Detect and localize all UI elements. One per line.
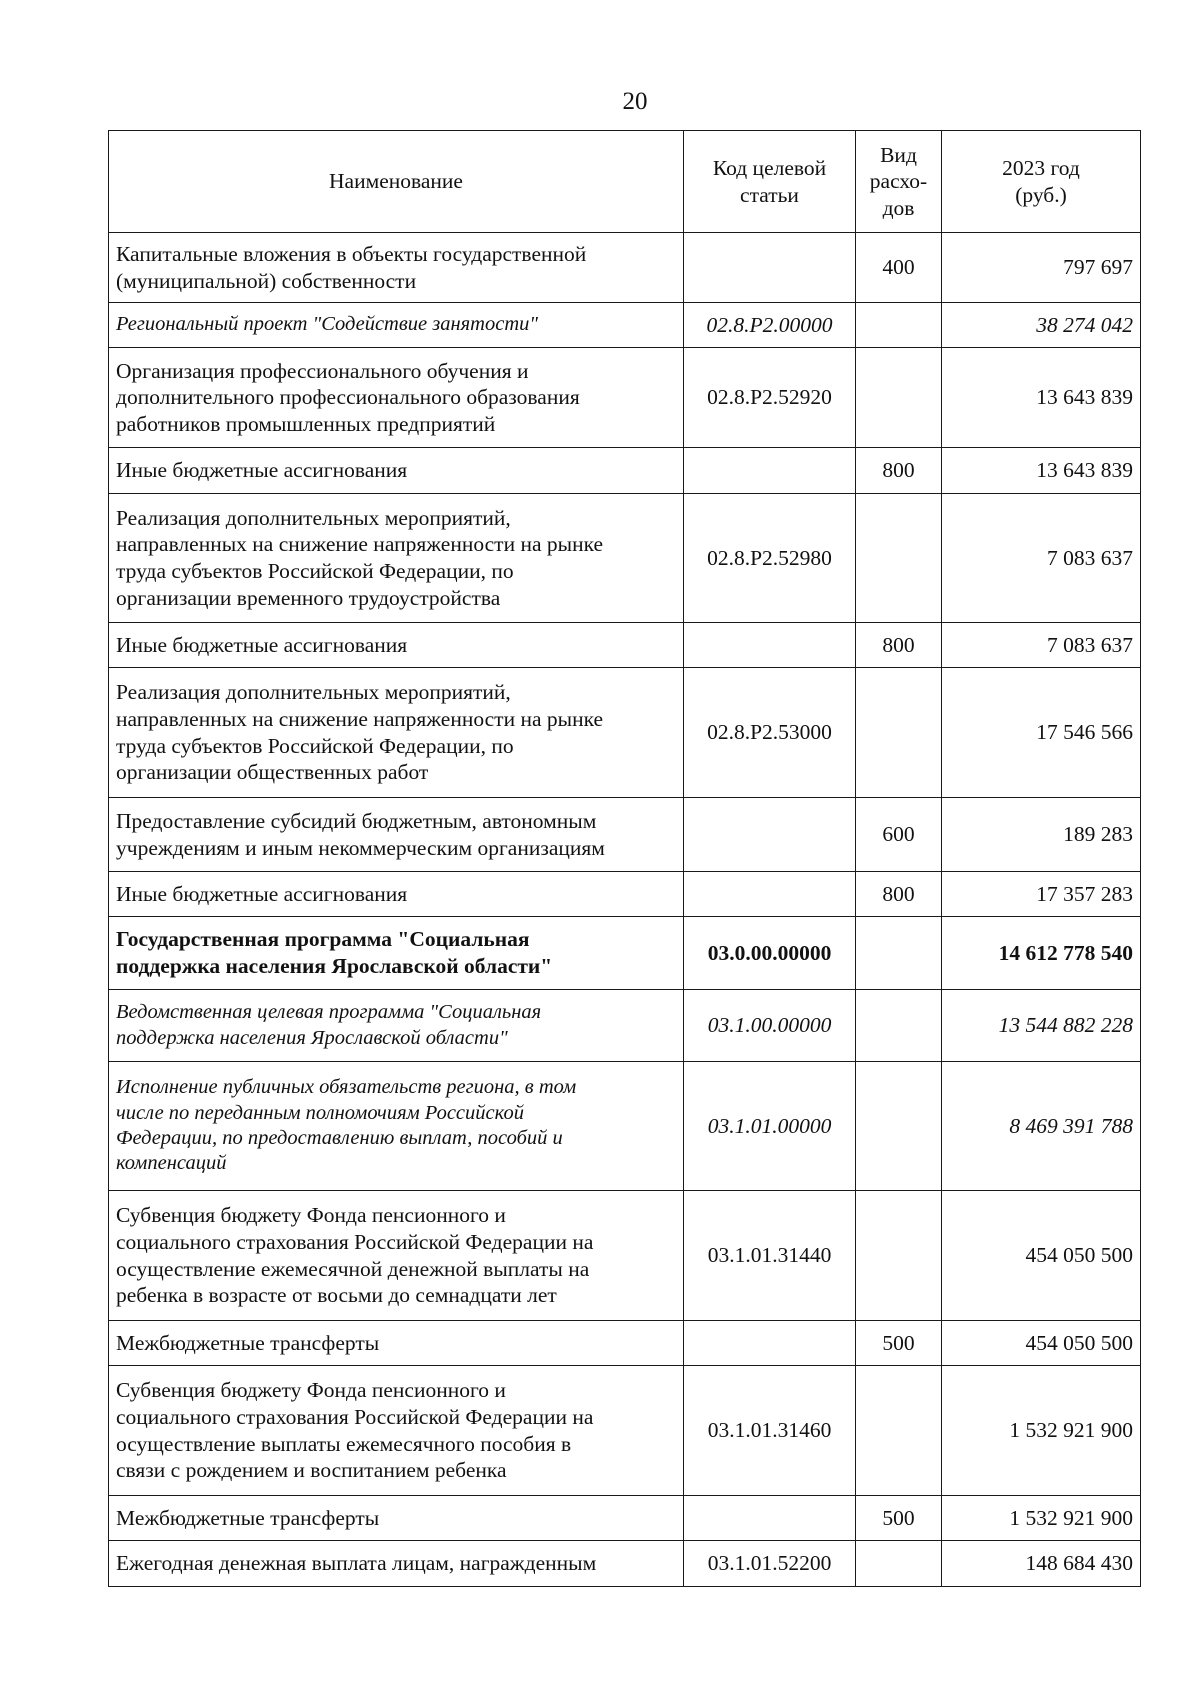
table-row (109, 1366, 1141, 1496)
cell-code (684, 1496, 856, 1541)
cell-name-line: Предоставление субсидий бюджетным, автономным (116, 808, 597, 833)
cell-amount: 13 544 882 228 (942, 990, 1141, 1062)
cell-expense-type (856, 1191, 942, 1321)
cell-name-line: Субвенция бюджету Фонда пенсионного и (116, 1378, 506, 1403)
cell-code (684, 798, 856, 872)
cell-name (109, 1366, 684, 1496)
cell-name-line: организации временного трудоустройства (116, 585, 501, 610)
cell-name (109, 494, 684, 623)
cell-code: 02.8.P2.52920 (684, 348, 856, 448)
table-row (109, 1062, 1141, 1191)
cell-expense-type: 800 (856, 872, 942, 917)
table-row (109, 1191, 1141, 1321)
cell-name-line: поддержка населения Ярославской области" (116, 1026, 508, 1049)
cell-name-line: Реализация дополнительных мероприятий, (116, 680, 511, 705)
cell-name-line: Исполнение публичных обязательств региона, в том (116, 1076, 577, 1099)
cell-code: 03.1.01.31440 (684, 1191, 856, 1321)
cell-name-line: компенсаций (116, 1152, 227, 1175)
table-row (109, 623, 1141, 668)
header-name: Наименование (109, 131, 684, 233)
cell-name (109, 798, 684, 872)
cell-expense-type (856, 1366, 942, 1496)
cell-name-line: Организация профессионального обучения и (116, 358, 529, 383)
cell-amount: 148 684 430 (942, 1541, 1141, 1587)
cell-name (109, 1321, 684, 1366)
table-row (109, 348, 1141, 448)
cell-name-line: осуществление выплаты ежемесячного пособия в (116, 1431, 572, 1456)
table-row (109, 1496, 1141, 1541)
cell-code (684, 233, 856, 303)
cell-code (684, 872, 856, 917)
cell-name (109, 303, 684, 348)
cell-name (109, 348, 684, 448)
cell-code: 03.1.01.00000 (684, 1062, 856, 1191)
table-row (109, 990, 1141, 1062)
cell-expense-type: 800 (856, 623, 942, 668)
cell-name (109, 1496, 684, 1541)
page-number: 20 (622, 88, 648, 115)
cell-code: 03.1.01.52200 (684, 1541, 856, 1587)
cell-expense-type: 800 (856, 448, 942, 494)
cell-name-line: Межбюджетные трансферты (116, 1330, 380, 1355)
header-code: Код целевой статьи (684, 131, 856, 233)
cell-name (109, 872, 684, 917)
cell-name-line: социального страхования Российской Федерации на (116, 1404, 594, 1429)
cell-name (109, 1191, 684, 1321)
table-row (109, 668, 1141, 798)
table-row (109, 303, 1141, 348)
table-row (109, 1321, 1141, 1366)
table-body (109, 233, 1141, 1587)
cell-name-line: Капитальные вложения в объекты государственной (116, 241, 587, 266)
cell-name-line: связи с рождением и воспитанием ребенка (116, 1458, 507, 1483)
cell-amount: 14 612 778 540 (942, 917, 1141, 990)
table-row (109, 233, 1141, 303)
table-header-row (109, 131, 1141, 233)
cell-amount: 38 274 042 (942, 303, 1141, 348)
cell-amount: 454 050 500 (942, 1321, 1141, 1366)
cell-name (109, 448, 684, 494)
cell-name-line: Иные бюджетные ассигнования (116, 458, 408, 483)
cell-amount: 13 643 839 (942, 448, 1141, 494)
table-row (109, 448, 1141, 494)
table-row (109, 1541, 1141, 1587)
cell-amount: 797 697 (942, 233, 1141, 303)
cell-amount: 7 083 637 (942, 494, 1141, 623)
cell-amount: 13 643 839 (942, 348, 1141, 448)
cell-name-line: Региональный проект "Содействие занятости" (116, 313, 539, 336)
cell-name-line: ребенка в возрасте от восьми до семнадцати лет (116, 1283, 557, 1308)
header-expense-type: Вид расхо- дов (856, 131, 942, 233)
cell-code: 02.8.P2.53000 (684, 668, 856, 798)
cell-expense-type (856, 348, 942, 448)
cell-expense-type (856, 917, 942, 990)
cell-name (109, 917, 684, 990)
cell-name-line: Государственная программа "Социальная (116, 927, 530, 952)
cell-code: 03.0.00.00000 (684, 917, 856, 990)
cell-name-line: направленных на снижение напряженности на рынке (116, 706, 604, 731)
cell-name-line: Иные бюджетные ассигнования (116, 632, 408, 657)
cell-amount: 1 532 921 900 (942, 1366, 1141, 1496)
cell-name (109, 990, 684, 1062)
cell-amount: 7 083 637 (942, 623, 1141, 668)
cell-amount: 17 546 566 (942, 668, 1141, 798)
cell-amount: 454 050 500 (942, 1191, 1141, 1321)
cell-name-line: дополнительного профессионального образования (116, 385, 580, 410)
cell-code (684, 448, 856, 494)
cell-name-line: труда субъектов Российской Федерации, по (116, 733, 514, 758)
cell-amount: 17 357 283 (942, 872, 1141, 917)
cell-amount: 8 469 391 788 (942, 1062, 1141, 1191)
header-amount: 2023 год (руб.) (942, 131, 1141, 233)
cell-name (109, 1062, 684, 1191)
table-row (109, 798, 1141, 872)
cell-code: 02.8.P2.52980 (684, 494, 856, 623)
cell-amount: 1 532 921 900 (942, 1496, 1141, 1541)
cell-name-line: Ежегодная денежная выплата лицам, награжденным (116, 1551, 597, 1576)
cell-code: 03.1.00.00000 (684, 990, 856, 1062)
cell-expense-type: 400 (856, 233, 942, 303)
cell-name (109, 668, 684, 798)
cell-expense-type (856, 1541, 942, 1587)
cell-name-line: Реализация дополнительных мероприятий, (116, 505, 511, 530)
cell-name-line: числе по переданным полномочиям Российской (116, 1101, 524, 1124)
cell-expense-type (856, 494, 942, 623)
cell-expense-type: 600 (856, 798, 942, 872)
cell-code: 02.8.P2.00000 (684, 303, 856, 348)
cell-name (109, 233, 684, 303)
cell-expense-type (856, 990, 942, 1062)
cell-name-line: (муниципальной) собственности (116, 268, 417, 293)
cell-name-line: работников промышленных предприятий (116, 411, 496, 436)
cell-code: 03.1.01.31460 (684, 1366, 856, 1496)
cell-name-line: Ведомственная целевая программа "Социальная (116, 1001, 542, 1024)
cell-name-line: организации общественных работ (116, 760, 429, 785)
budget-table (108, 130, 1141, 1587)
cell-name (109, 623, 684, 668)
cell-name-line: поддержка населения Ярославской области" (116, 954, 553, 978)
cell-expense-type (856, 1062, 942, 1191)
table-row (109, 917, 1141, 990)
cell-amount: 189 283 (942, 798, 1141, 872)
cell-name-line: Межбюджетные трансферты (116, 1505, 380, 1530)
cell-name-line: Иные бюджетные ассигнования (116, 881, 408, 906)
cell-expense-type: 500 (856, 1321, 942, 1366)
cell-expense-type (856, 303, 942, 348)
cell-name-line: труда субъектов Российской Федерации, по (116, 559, 514, 583)
cell-code (684, 623, 856, 668)
cell-name (109, 1541, 684, 1587)
cell-name-line: социального страхования Российской Федерации на (116, 1229, 594, 1254)
cell-name-line: Федерации, по предоставлению выплат, пособий и (116, 1127, 563, 1149)
cell-expense-type: 500 (856, 1496, 942, 1541)
cell-name-line: Субвенция бюджету Фонда пенсионного и (116, 1203, 506, 1228)
table-row (109, 872, 1141, 917)
cell-name-line: учреждениям и иным некоммерческим организациям (116, 835, 605, 860)
cell-name-line: направленных на снижение напряженности на рынке (116, 532, 604, 557)
table-row (109, 494, 1141, 623)
cell-expense-type (856, 668, 942, 798)
cell-code (684, 1321, 856, 1366)
cell-name-line: осуществление ежемесячной денежной выплаты на (116, 1256, 590, 1281)
